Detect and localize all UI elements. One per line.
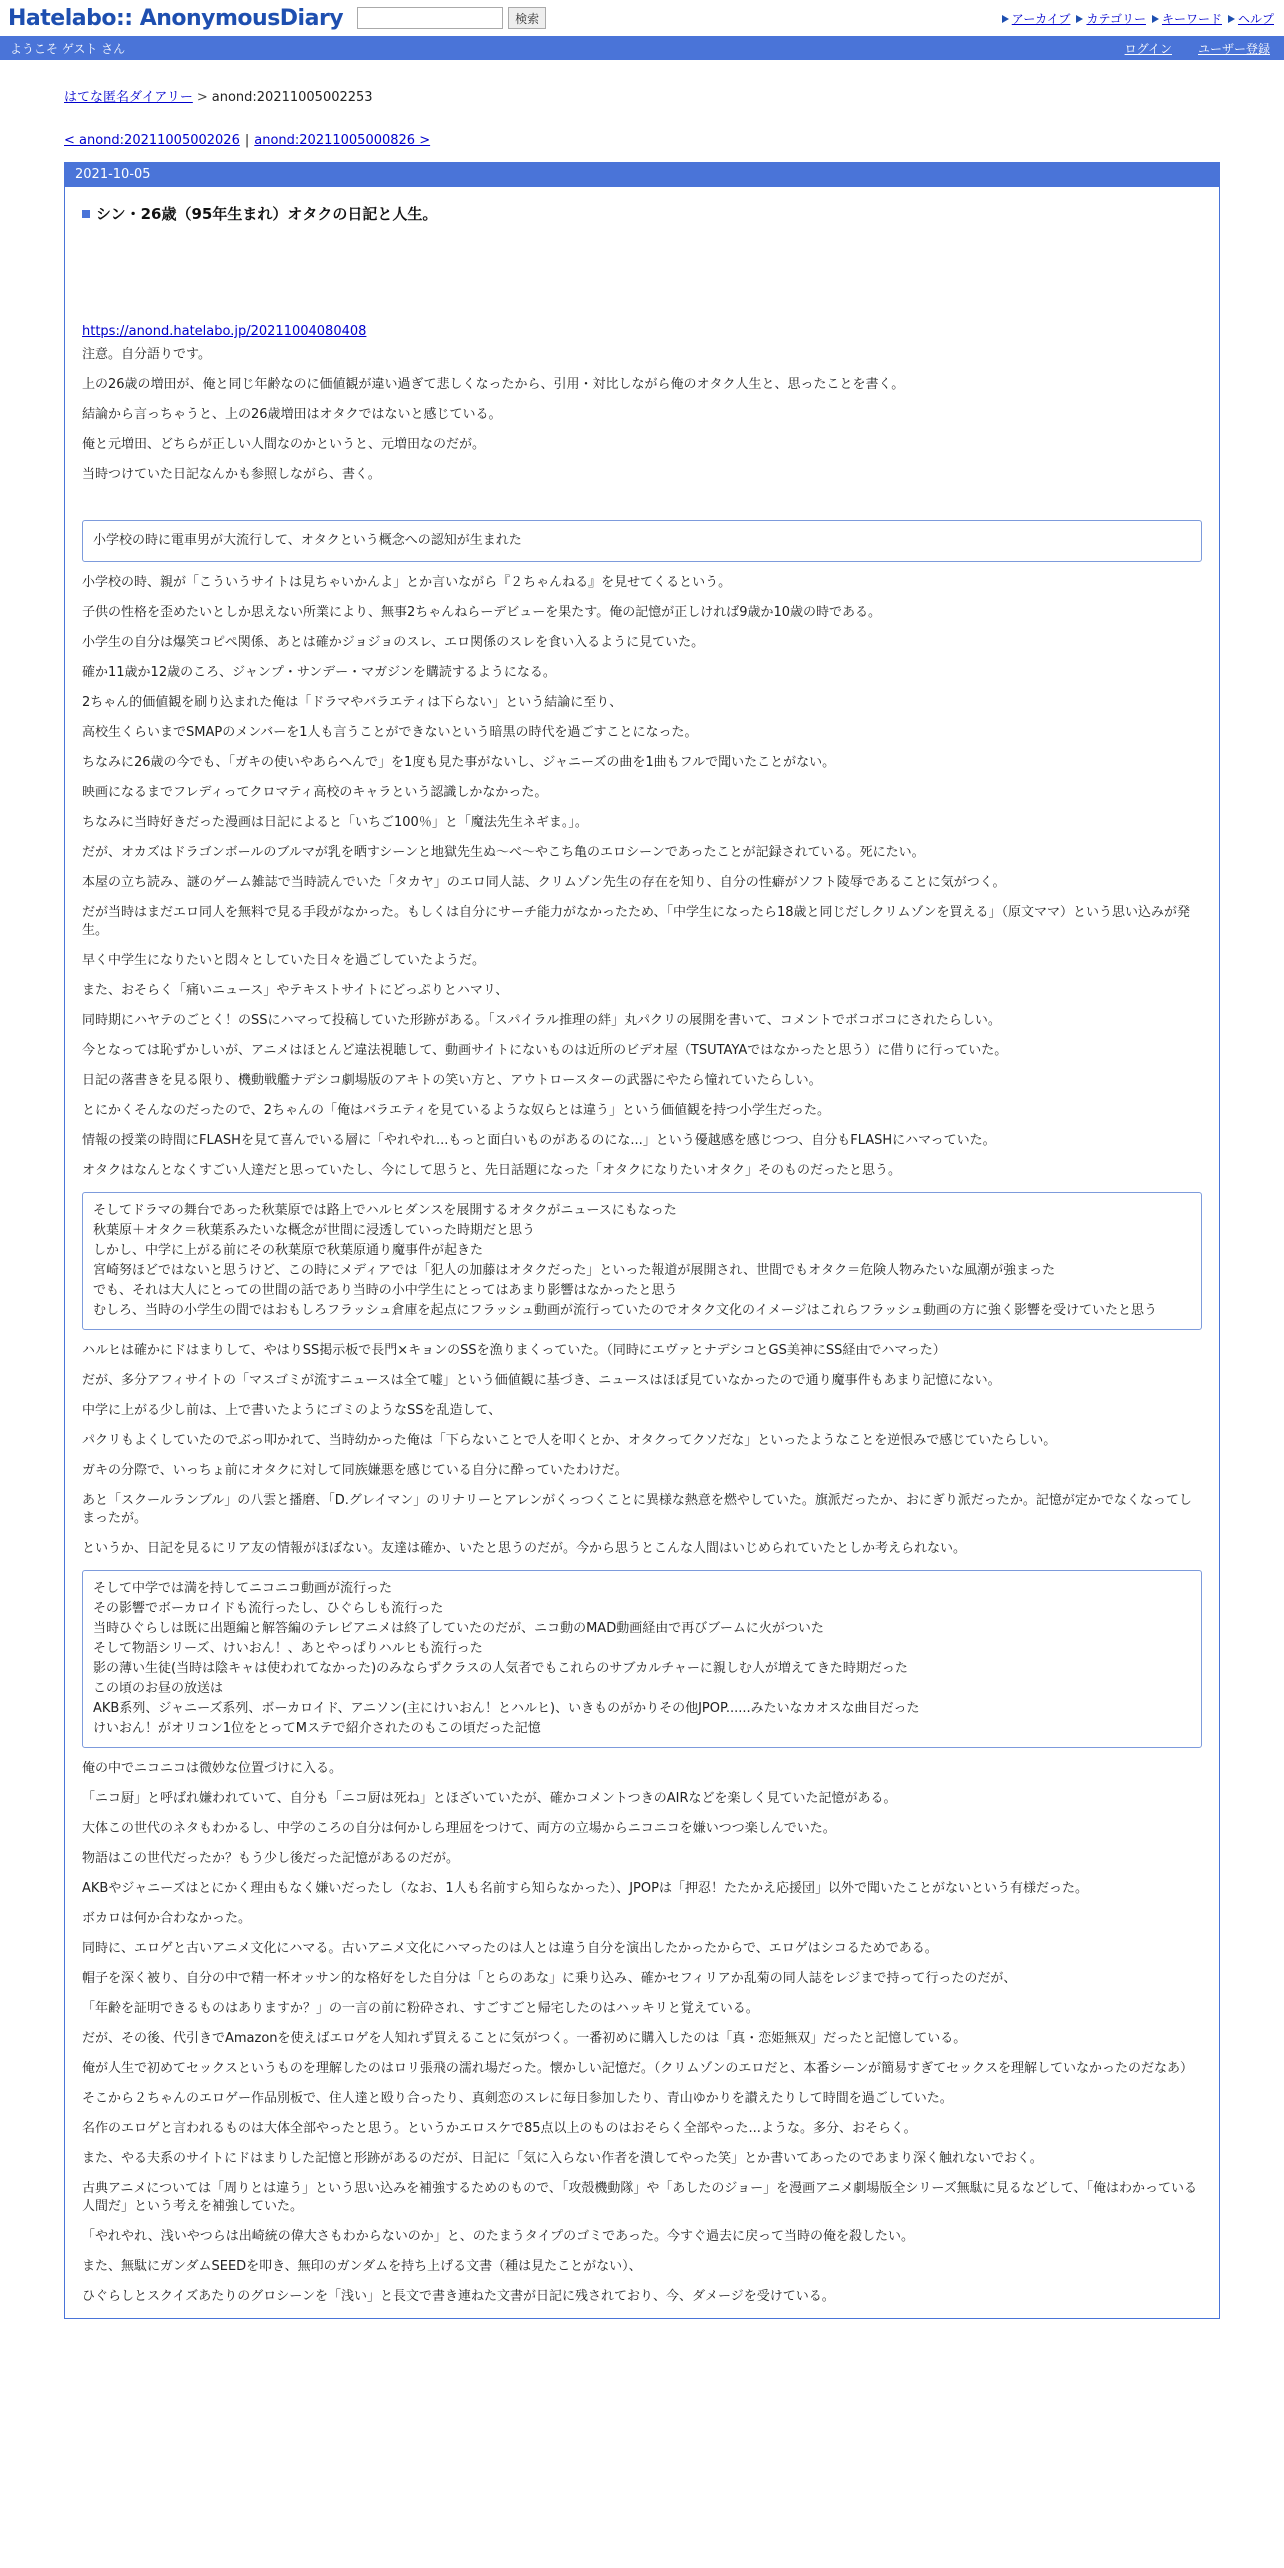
paragraph: そこから２ちゃんのエロゲー作品別板で、住人達と殴り合ったり、真剣恋のスレに毎日参加したり、青山ゆかりを讃えたりして時間を過ごしていた。 — [82, 2091, 953, 2106]
paragraph: だが、その後、代引きでAmazonを使えばエロゲを人知れず買えることに気がつく。一番初めに購入したのは「真・恋姫無双」だったと記憶している。 — [82, 2031, 967, 2046]
paragraph: 俺の中でニコニコは微妙な位置づけに入る。 — [82, 1761, 343, 1776]
triangle-bullet-icon — [1002, 15, 1010, 23]
nav-help-link[interactable]: ヘルプ — [1237, 12, 1274, 26]
login-link[interactable]: ログイン — [1124, 41, 1172, 56]
entry-pager — [64, 133, 1284, 148]
quote-line: でも、それは大人にとっての世間の話であり当時の小中学生にとってはあまり影響はなかったと思う — [93, 1283, 678, 1298]
body-paragraphs — [82, 574, 1202, 1180]
paragraph: 映画になるまでフレディってクロマティ高校のキャラという認識しかなかった。 — [82, 785, 548, 800]
paragraph: 子供の性格を歪めたいとしか思えない所業により、無事2ちゃんねらーデビューを果たす。俺の記憶が正しければ9歳か10歳の時である。 — [82, 605, 882, 620]
header-nav — [1002, 10, 1274, 27]
paragraph: 大体この世代のネタもわかるし、中学のころの自分は何かしら理屈をつけて、両方の立場からニコニコを嫌いつつ楽しんでいた。 — [82, 1821, 836, 1836]
paragraph: 注意。自分語りです。 — [82, 347, 211, 362]
quote-line: けいおん！がオリコン1位をとってMステで紹介されたのもこの頃だった記憶 — [93, 1721, 541, 1736]
paragraph: 2ちゃん的価値観を刷り込まれた俺は「ドラマやバラエティは下らない」という結論に至り、 — [82, 695, 623, 710]
quote-line: そして中学では満を持してニコニコ動画が流行った — [93, 1581, 393, 1596]
entry-section — [65, 187, 1219, 2306]
search-button[interactable]: 検索 — [508, 7, 546, 29]
paragraph: 上の26歳の増田が、俺と同じ年齢なのに価値観が違い過ぎて悲しくなったから、引用・対比しながら俺のオタク人生と、思ったことを書く。 — [82, 377, 905, 392]
quote-line: しかし、中学に上がる前にその秋葉原で秋葉原通り魔事件が起きた — [93, 1243, 484, 1258]
paragraph: 日記の落書きを見る限り、機動戦艦ナデシコ劇場版のアキトの笑い方と、アウトロースターの武器にやたら憧れていたらしい。 — [82, 1073, 822, 1088]
square-bullet-icon[interactable] — [82, 210, 90, 218]
quote-line: 秋葉原＋オタク＝秋葉系みたいな概念が世間に浸透していった時期だと思う — [93, 1223, 536, 1238]
paragraph: 古典アニメについては「周りとは違う」という思い込みを補強するためのもので、「攻殻機動隊」や「あしたのジョー」を漫画アニメ劇場版全シリーズ無駄に見るなどして、「俺はわかっている人間だ」という考えを補強していた。 — [82, 2181, 1198, 2214]
quote-line: そしてドラマの舞台であった秋葉原では路上でハルヒダンスを展開するオタクがニュースにもなった — [93, 1203, 677, 1218]
paragraph: ハルヒは確かにドはまりして、やはりSS掲示板で長門×キョンのSSを漁りまくっていた。（同時にエヴァとナデシコとGS美神にSS経由でハマった） — [82, 1343, 946, 1358]
paragraph: 中学に上がる少し前は、上で書いたようにゴミのようなSSを乱造して、 — [82, 1403, 502, 1418]
breadcrumb-current: anond:20211005002253 — [211, 90, 373, 105]
triangle-bullet-icon — [1228, 15, 1236, 23]
paragraph: ボカロは何か合わなかった。 — [82, 1911, 252, 1926]
quote-line: 宮崎努ほどではないと思うけど、この時にメディアでは「犯人の加藤はオタクだった」といった報道が展開され、世間でもオタク＝危険人物みたいな風潮が強まった — [93, 1263, 1056, 1278]
breadcrumb — [64, 86, 1284, 105]
nav-keyword — [1152, 10, 1222, 27]
paragraph: また、おそらく「痛いニュース」やテキストサイトにどっぷりとハマリ、 — [82, 983, 509, 998]
register-link[interactable]: ユーザー登録 — [1197, 41, 1270, 56]
quote-line: むしろ、当時の小学生の間ではおもしろフラッシュ倉庫を起点にフラッシュ動画が流行っていたのでオタク文化のイメージはこれらフラッシュ動画の方に強く影響を受けていたと思う — [93, 1303, 1158, 1318]
paragraph: 名作のエロゲと言われるものは大体全部やったと思う。というかエロスケで85点以上のものはおそらく全部やった...ような。多分、おそらく。 — [82, 2121, 917, 2136]
paragraph: 結論から言っちゃうと、上の26歳増田はオタクではないと感じている。 — [82, 407, 502, 422]
site-header — [0, 0, 1284, 36]
paragraph: 同時に、エロゲと古いアニメ文化にハマる。古いアニメ文化にハマったのは人とは違う自分を演出したかったからで、エロゲはシコるためである。 — [82, 1941, 938, 1956]
quote-line: 小学校の時に電車男が大流行して、オタクという概念への認知が生まれた — [93, 533, 522, 548]
paragraph: 本屋の立ち読み、謎のゲーム雑誌で当時読んでいた「タカヤ」のエロ同人誌、クリムゾン先生の存在を知り、自分の性癖がソフト陵辱であることに気がつく。 — [82, 875, 1006, 890]
pager-separator: | — [244, 133, 250, 148]
quote-line: その影響でボーカロイドも流行ったし、ひぐらしも流行った — [93, 1601, 444, 1616]
quote-line: この頃のお昼の放送は — [93, 1681, 224, 1696]
paragraph: 情報の授業の時間にFLASHを見て喜んでいる層に「やれやれ...もっと面白いものがあるのにな...」という優越感を感じつつ、自分もFLASHにハマっていた。 — [82, 1133, 996, 1148]
paragraph: だが、多分アフィサイトの「マスゴミが流すニュースは全て嘘」という価値観に基づき、ニュースはほぼ見ていなかったので通り魔事件もあまり記憶にない。 — [82, 1373, 1001, 1388]
paragraph: また、やる夫系のサイトにドはまりした記憶と形跡があるのだが、日記に「気に入らない作者を潰してやった笑」とか書いてあったのであまり深く触れないでおく。 — [82, 2151, 1043, 2166]
source-link[interactable]: https://anond.hatelabo.jp/20211004080408 — [82, 324, 367, 339]
search-form — [357, 7, 546, 29]
paragraph: ひぐらしとスクイズあたりのグロシーンを「浅い」と長文で書き連ねた文書が日記に残されており、今、ダメージを受けている。 — [82, 2289, 835, 2304]
paragraph: オタクはなんとなくすごい人達だと思っていたし、今にして思うと、先日話題になった「オタクになりたいオタク」そのものだったと思う。 — [82, 1163, 902, 1178]
paragraph: また、無駄にガンダムSEEDを叩き、無印のガンダムを持ち上げる文書（種は見たことがない）、 — [82, 2259, 642, 2274]
paragraph: ちなみに26歳の今でも、「ガキの使いやあらへんで」を1度も見た事がないし、ジャニーズの曲を1曲もフルで聞いたことがない。 — [82, 755, 836, 770]
next-entry-link[interactable]: anond:20211005000826 > — [254, 133, 431, 148]
breadcrumb-home-link[interactable]: はてな匿名ダイアリー — [64, 90, 193, 105]
paragraph: ガキの分際で、いっちょ前にオタクに対して同族嫌悪を感じている自分に酔っていたわけだ。 — [82, 1463, 628, 1478]
diary-day — [64, 162, 1220, 2319]
paragraph: 小学生の自分は爆笑コピペ関係、あとは確かジョジョのスレ、エロ関係のスレを食い入るように見ていた。 — [82, 635, 705, 650]
paragraph: 帽子を深く被り、自分の中で精一杯オッサン的な格好をした自分は「とらのあな」に乗り込み、確かセフィリアか乱菊の同人誌をレジまで持って行ったのだが、 — [82, 1971, 1017, 1986]
paragraph: パクリもよくしていたのでぶっ叩かれて、当時幼かった俺は「下らないことで人を叩くとか、オタクってクソだな」といったようなことを逆恨みで感じていたらしい。 — [82, 1433, 1057, 1448]
paragraph: とにかくそんなのだったので、2ちゃんの「俺はバラエティを見ているような奴らとは違う」という価値観を持つ小学生だった。 — [82, 1103, 830, 1118]
blockquote — [82, 520, 1202, 562]
paragraph: だが、オカズはドラゴンボールのブルマが乳を晒すシーンと地獄先生ぬ～べ～やこち亀のエロシーンであったことが記録されている。死にたい。 — [82, 845, 925, 860]
paragraph: 今となっては恥ずかしいが、アニメはほとんど違法視聴して、動画サイトにないものは近所のビデオ屋（TSUTAYAではなかったと思う）に借りに行っていた。 — [82, 1043, 1008, 1058]
prev-entry-link[interactable]: < anond:20211005002026 — [64, 133, 240, 148]
entry-title — [82, 203, 1202, 224]
search-input[interactable] — [357, 7, 503, 29]
paragraph: だが当時はまだエロ同人を無料で見る手段がなかった。もしくは自分にサーチ能力がなかったため、「中学生になったら18歳と同じだしクリムゾンを買える」（原文ママ）という思い込みが発生。 — [82, 905, 1191, 938]
paragraph: 高校生くらいまでSMAPのメンバーを1人も言うことができないという暗黒の時代を過ごすことになった。 — [82, 725, 698, 740]
welcome-text: ようこそ ゲスト さん — [10, 41, 126, 56]
nav-category — [1076, 10, 1146, 27]
body-paragraphs — [82, 1760, 1202, 2306]
nav-category-link[interactable]: カテゴリー — [1086, 12, 1146, 26]
quote-line: 影の薄い生徒(当時は陰キャは使われてなかった)のみならずクラスの人気者でもこれらのサブカルチャーに親しむ人が増えてきた時期だった — [93, 1661, 908, 1676]
paragraph: 「ニコ厨」と呼ばれ嫌われていて、自分も「ニコ厨は死ね」とほざいていたが、確かコメントつきのAIRなどを楽しく見ていた記憶がある。 — [82, 1791, 897, 1806]
user-bar — [0, 36, 1284, 60]
paragraph: 俺と元増田、どちらが正しい人間なのかというと、元増田なのだが。 — [82, 437, 486, 452]
blockquote — [82, 1570, 1202, 1748]
user-bar-links — [1125, 40, 1274, 57]
paragraph: 早く中学生になりたいと悶々としていた日々を過ごしていたようだ。 — [82, 953, 486, 968]
paragraph: 確か11歳か12歳のころ、ジャンプ・サンデー・マガジンを購読するようになる。 — [82, 665, 556, 680]
paragraph: 同時期にハヤテのごとく！のSSにハマって投稿していた形跡がある。「スパイラル推理の絆」丸パクリの展開を書いて、コメントでボコボコにされたらしい。 — [82, 1013, 1001, 1028]
nav-archive — [1002, 10, 1071, 27]
paragraph: あと「スクールランブル」の八雲と播磨、「D.グレイマン」のリナリーとアレンがくっつくことに異様な熱意を燃やしていた。旗派だったか、おにぎり派だったか。記憶が定かでなくなってしまったが。 — [82, 1493, 1192, 1526]
quote-line: 当時ひぐらしは既に出題編と解答編のテレビアニメは終了していたのだが、ニコ動のMAD動画経由で再びブームに火がついた — [93, 1621, 824, 1636]
quote-line: AKB系列、ジャニーズ系列、ボーカロイド、アニソン(主にけいおん！とハルヒ)、いきものがかりその他JPOP......みたいなカオスな曲目だった — [93, 1701, 920, 1716]
blockquote — [82, 1192, 1202, 1330]
paragraph: 「やれやれ、浅いやつらは出崎統の偉大さもわからないのか」と、のたまうタイプのゴミであった。今すぐ過去に戻って当時の俺を殺したい。 — [82, 2229, 915, 2244]
paragraph: 俺が人生で初めてセックスというものを理解したのはロリ張飛の濡れ場だった。懐かしい記憶だ。（クリムゾンのエロだと、本番シーンが簡易すぎてセックスを理解していなかったのだなあ） — [82, 2061, 1193, 2076]
triangle-bullet-icon — [1152, 15, 1160, 23]
entry-title-text: シン・26歳（95年生まれ）オタクの日記と人生。 — [96, 205, 438, 223]
paragraph: というか、日記を見るにリア友の情報がほぼない。友達は確か、いたと思うのだが。今から思うとこんな人間はいじめられていたとしか考えられない。 — [82, 1541, 967, 1556]
paragraph: ちなみに当時好きだった漫画は日記によると「いちご100％」と「魔法先生ネギま。」。 — [82, 815, 588, 830]
paragraph: 物語はこの世代だったか？もう少し後だった記憶があるのだが。 — [82, 1851, 460, 1866]
intro-paragraphs — [82, 346, 1202, 484]
triangle-bullet-icon — [1076, 15, 1084, 23]
paragraph: 小学校の時、親が「こういうサイトは見ちゃいかんよ」とか言いながら『２ちゃんねる』を見せてくるという。 — [82, 575, 732, 590]
nav-help — [1228, 10, 1274, 27]
paragraph: 「年齢を証明できるものはありますか？」の一言の前に粉砕され、すごすごと帰宅したのはハッキリと覚えている。 — [82, 2001, 759, 2016]
nav-keyword-link[interactable]: キーワード — [1161, 12, 1222, 26]
spacer — [82, 496, 1202, 520]
quote-line: そして物語シリーズ、けいおん！、あとやっぱりハルヒも流行った — [93, 1641, 483, 1656]
nav-archive-link[interactable]: アーカイブ — [1011, 12, 1071, 26]
paragraph: 当時つけていた日記なんかも参照しながら、書く。 — [82, 467, 381, 482]
breadcrumb-separator: > — [196, 90, 208, 105]
paragraph: AKBやジャニーズはとにかく理由もなく嫌いだったし（なお、1人も名前すら知らなかった）、JPOPは「押忍！たたかえ応援団」以外で聞いたことがないという有様だった。 — [82, 1881, 1088, 1896]
day-date: 2021-10-05 — [65, 163, 1219, 187]
site-logo[interactable]: Hatelabo:: AnonymousDiary — [8, 5, 344, 31]
body-paragraphs — [82, 1342, 1202, 1558]
